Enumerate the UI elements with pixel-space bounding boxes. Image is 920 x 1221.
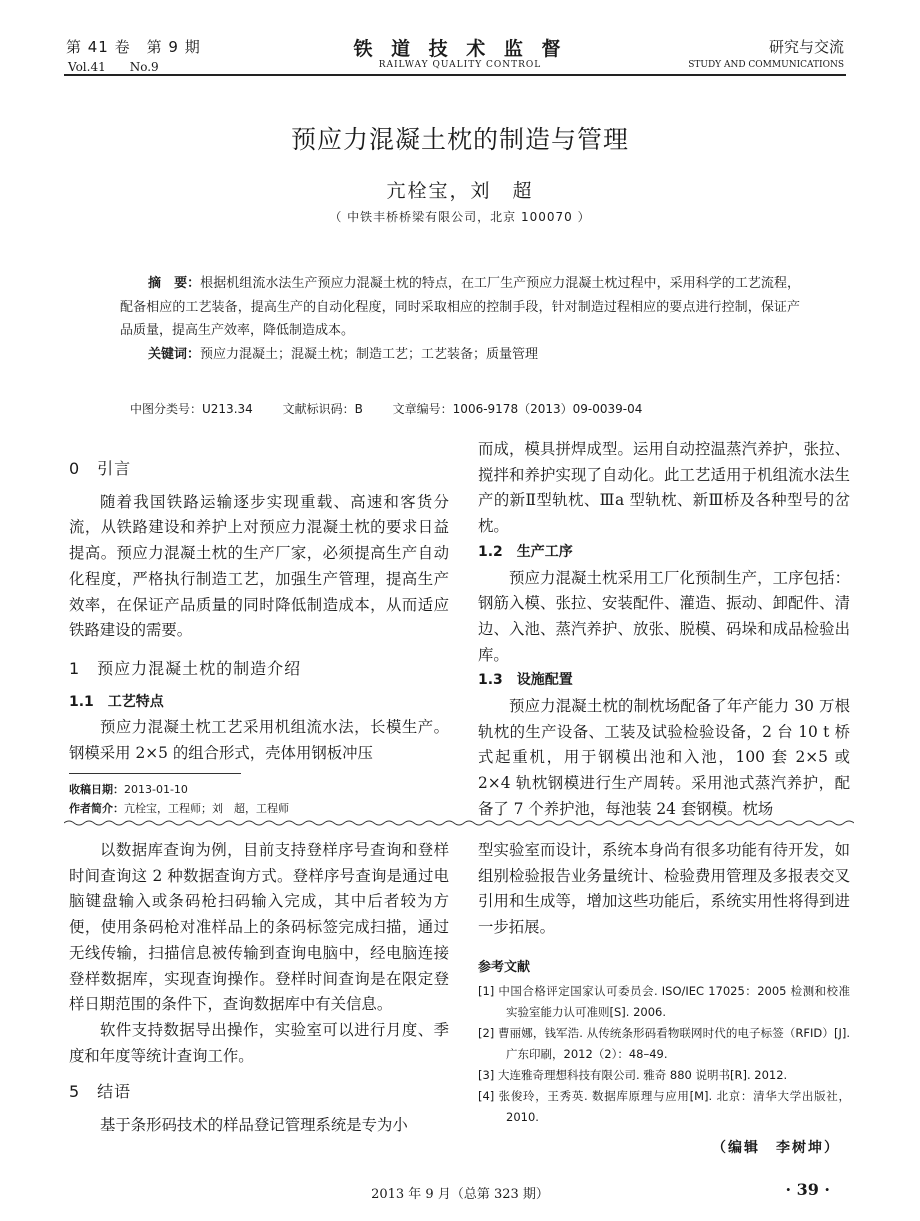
paragraph: 基于条形码技术的样品登记管理系统是专为小: [100, 1116, 408, 1135]
column-right-top: [478, 437, 850, 823]
journal-name-en: RAILWAY QUALITY CONTROL: [378, 60, 542, 70]
clc-number: 中图分类号：U213.34: [130, 402, 253, 416]
reference-item: [2] 曹丽娜，钱军浩. 从传统条形码看物联网时代的电子标签（RFID）[J]. 广东印刷，2012（2）：48–49.: [478, 1025, 850, 1061]
paragraph: 预应力混凝土枕工艺采用机组流水法，长模生产。钢模采用 2×5 的组合形式，壳体用钢板冲压: [69, 718, 449, 763]
received-date: 2013-01-10: [124, 783, 188, 796]
section-divider-wave: [64, 818, 854, 828]
author-bio-label: 作者简介：: [69, 802, 124, 815]
paragraph: 软件支持数据导出操作，实验室可以进行月度、季度和年度等统计查询工作。: [69, 1020, 449, 1065]
column-left-top: [69, 450, 449, 767]
abstract-label: 摘 要：: [148, 276, 201, 291]
paragraph: 型实验室而设计，系统本身尚有很多功能有待开发，如组别检验报告业务量统计、检验费用管理及多报表交叉引用和生成等，增加这些功能后，系统实用性将得到进一步拓展。: [478, 841, 850, 937]
header-rule: [64, 74, 846, 76]
paragraph: 而成，模具拼焊成型。运用自动控温蒸汽养护，张拉、搅拌和养护实现了自动化。此工艺适用于机组流水法生产的新Ⅱ型轨枕、Ⅲa 型轨枕、新Ⅲ桥及各种型号的岔枕。: [478, 440, 850, 536]
keywords-label: 关键词：: [148, 347, 201, 362]
column-left-bottom: [69, 838, 449, 1139]
journal-name-cn: 铁 道 技 术 监 督: [353, 38, 567, 60]
section-name-en: STUDY AND COMMUNICATIONS: [688, 60, 844, 70]
keywords: [148, 344, 808, 366]
heading-1-3: 1.3 设施配置: [478, 672, 573, 689]
column-right-bottom: [478, 838, 850, 1128]
abstract: [120, 272, 800, 343]
heading-1-2: 1.2 生产工序: [478, 543, 573, 560]
reference-item: [3] 大连雅奇理想科技有限公司. 雅奇 880 说明书[R]. 2012.: [478, 1067, 788, 1082]
author-affiliation: （ 中铁丰桥桥梁有限公司，北京 100070 ）: [329, 210, 591, 224]
abstract-text: 根据机组流水法生产预应力混凝土枕的特点，在工厂生产预应力混凝土枕过程中，采用科学的工艺流程，配备相应的工艺装备，提高生产的自动化程度，同时采取相应的控制手段，针对制造过程相应的要点进行控制，保证产品质量，提高生产效率，降低制造成本。: [120, 276, 800, 338]
section-name-cn: 研究与交流: [768, 38, 844, 56]
reference-item: [1] 中国合格评定国家认可委员会. ISO/IEC 17025：2005 检测和校准实验室能力认可准则[S]. 2006.: [478, 983, 850, 1019]
paragraph: 以数据库查询为例，目前支持登样序号查询和登样时间查询这 2 种数据查询方式。登样序号查询是通过电脑键盘输入或条码枪扫码输入完成，其中后者较为方便，使用条码枪对准样品上的条码标签完成扫描，通过无线传输，扫描信息被传输到查询电脑中，经电脑连接登样数据库，实现查询操作。登样时间查询是在限定登样日期范围的条件下，查询数据库中有关信息。: [69, 841, 449, 1014]
article-authors: 亢栓宝，刘 超: [386, 180, 534, 202]
reference-item: [4] 张俊玲，王秀英. 数据库原理与应用[M]. 北京：清华大学出版社，2010.: [478, 1088, 850, 1124]
author-bio: 亢栓宝，工程师；刘 超，工程师: [124, 802, 289, 815]
article-metadata: [130, 400, 810, 417]
paragraph: 预应力混凝土枕采用工厂化预制生产，工序包括：钢筋入模、张拉、安装配件、灌造、振动、卸配件、清边、入池、蒸汽养护、放张、脱模、码垛和成品检验出库。: [478, 568, 850, 664]
article-title: 预应力混凝土枕的制造与管理: [290, 125, 629, 154]
article-number: 文章编号：1006-9178（2013）09-0039-04: [392, 402, 643, 416]
footnote: [69, 780, 289, 818]
paragraph: 预应力混凝土枕的制枕场配备了年产能力 30 万根轨枕的生产设备、工装及试验检验设备，2 台 10 t 桥式起重机，用于钢模出池和入池，100 套 2×5 或 2×4 轨枕钢模进行生产周转。采用池式蒸汽养护，配备了 7 个养护池，每池装 24 套钢模。枕场: [478, 697, 850, 818]
paragraph: 随着我国铁路运输逐步实现重载、高速和客货分流，从铁路建设和养护上对预应力混凝土枕的要求日益提高。预应力混凝土枕的生产厂家，必须提高生产自动化程度，严格执行制造工艺，加强生产管理，提高生产效率，在保证产品质量的同时降低制造成本，从而适应铁路建设的需要。: [69, 492, 449, 640]
document-code: 文献标识码：B: [282, 402, 363, 416]
editor-credit: （编辑 李树坤）: [712, 1140, 840, 1156]
received-label: 收稿日期：: [69, 783, 124, 796]
volume-issue-cn: 第 41 卷 第 9 期: [66, 38, 201, 56]
page-number: · 39 ·: [785, 1180, 830, 1199]
heading-introduction: 0 引言: [69, 459, 132, 478]
volume-issue-en: Vol.41 No.9: [68, 60, 159, 74]
keywords-text: 预应力混凝土；混凝土枕；制造工艺；工艺装备；质量管理: [200, 347, 539, 362]
heading-conclusion: 5 结语: [69, 1082, 132, 1102]
issue-footer: 2013 年 9 月（总第 323 期）: [371, 1187, 549, 1202]
heading-section-1: 1 预应力混凝土枕的制造介绍: [69, 658, 302, 678]
heading-1-1: 1.1 工艺特点: [69, 693, 164, 710]
footnote-rule: [69, 773, 241, 774]
references-heading: 参考文献: [478, 959, 531, 975]
